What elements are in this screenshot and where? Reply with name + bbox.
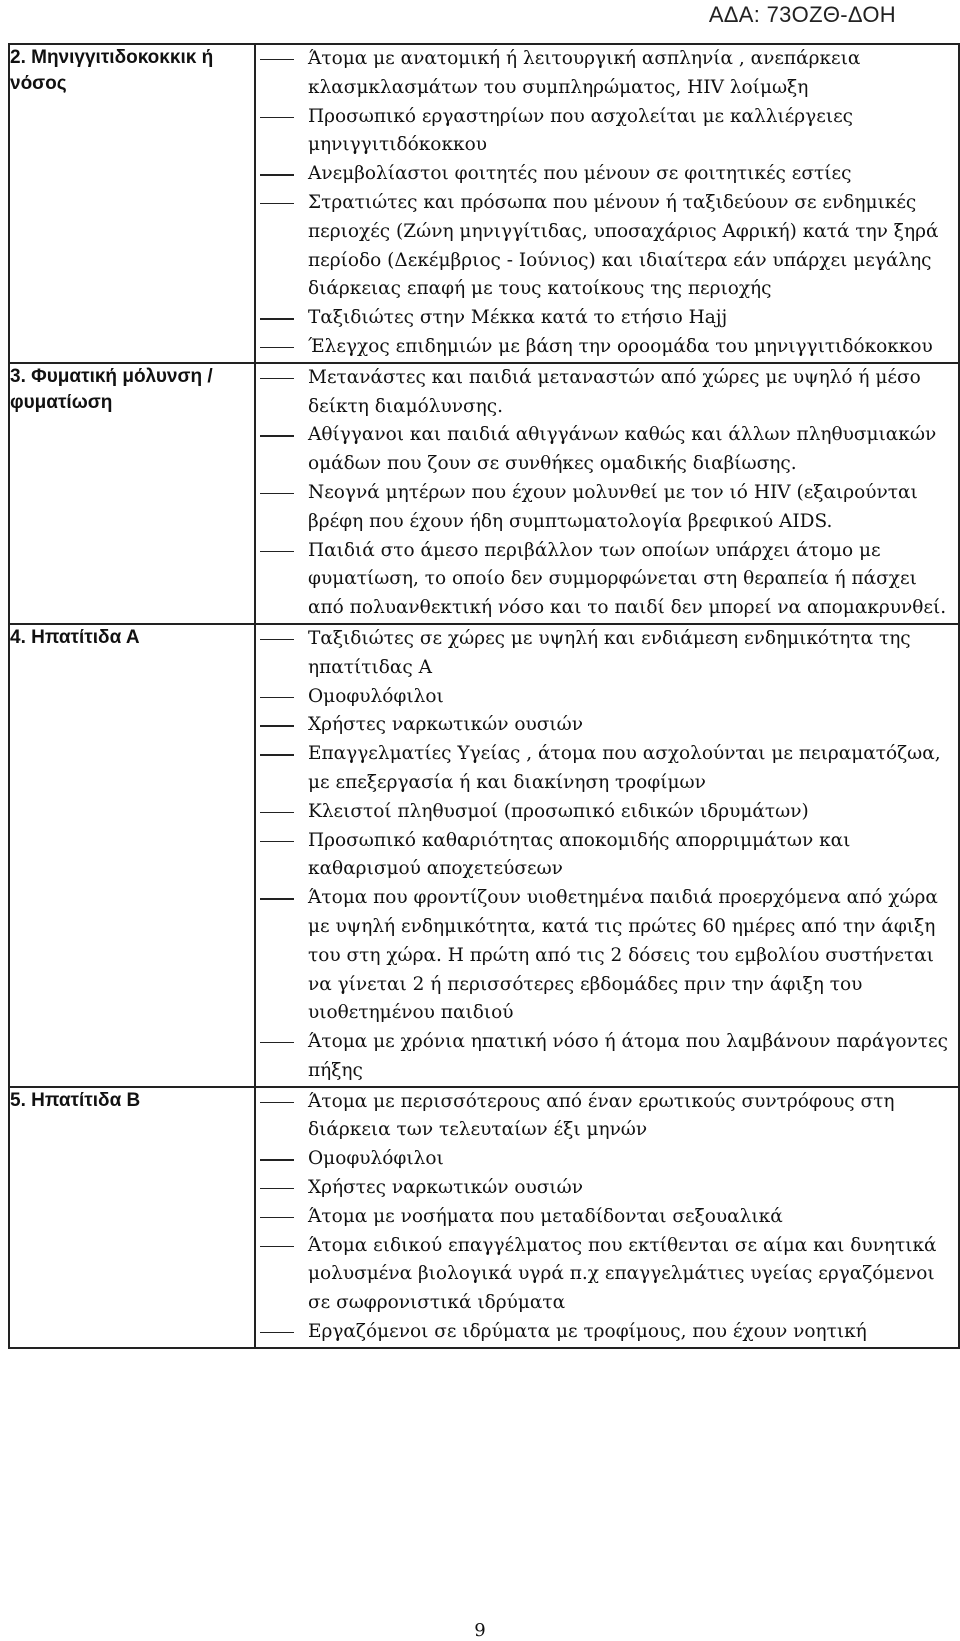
eligibility-table (8, 43, 960, 1349)
dash-bullet-icon (260, 754, 294, 755)
dash-bullet-icon (260, 203, 294, 204)
section-title: 4. Ηπατίτιδα Α (9, 624, 255, 1087)
dash-bullet-icon (260, 812, 294, 813)
list-item (256, 625, 958, 683)
list-item-text: Ανεμβολίαστοι φοιτητές που μένουν σε φοιτητικές εστίες (308, 163, 852, 185)
list-item-text: Άτομα με νοσήματα που μεταδίδονται σεξουαλικά (308, 1205, 783, 1227)
list-item-text: Ταξιδιώτες στην Μέκκα κατά το ετήσιο Hajj (308, 307, 728, 329)
list-item (256, 1203, 958, 1232)
list-item-text: Εργαζόμενοι σε ιδρύματα με τροφίμους, που έχουν νοητική (308, 1321, 867, 1343)
list-item (256, 479, 958, 537)
section-items (255, 44, 959, 363)
list-item (256, 1174, 958, 1203)
list-item-text: Άτομα με περισσότερους από έναν ερωτικούς συντρόφους στη διάρκεια των τελευταίων έξι μηνών (308, 1090, 895, 1141)
dash-bullet-icon (260, 898, 294, 899)
list-item-text: Άτομα που φροντίζουν υιοθετημένα παιδιά προερχόμενα από χώρα με υψηλή ενδημικότητα, κατά τις πρώτες 60 ημέρες από την άφιξη του στη χώρα. Η πρώτη από τις 2 δόσεις του εμβολίου συστήνεται να γίνεται 2 ή περισσότερες εβδομάδες πριν την άφιξη του υιοθετημένου παιδιού (308, 887, 938, 1024)
dash-bullet-icon (260, 697, 294, 698)
list-item (256, 1028, 958, 1086)
dash-bullet-icon (260, 551, 294, 552)
list-item-text: Ομοφυλόφιλοι (308, 1148, 444, 1170)
list-item-text: Μετανάστες και παιδιά μεταναστών από χώρες με υψηλό ή μέσο δείκτη διαμόλυνσης. (308, 366, 921, 417)
section-row (9, 44, 959, 363)
section-row (9, 363, 959, 624)
list-item (256, 333, 958, 362)
list-item-text: Ταξιδιώτες σε χώρες με υψηλή και ενδιάμεση ενδημικότητα της ηπατίτιδας Α (308, 627, 911, 678)
list-item (256, 45, 958, 103)
list-item (256, 711, 958, 740)
list-item (256, 1318, 958, 1347)
list-item-text: Παιδιά στο άμεσο περιβάλλον των οποίων υπάρχει άτομο με φυματίωση, το οποίο δεν συμμορφώνεται στη θεραπεία ή πάσχει από πολυανθεκτική νόσο και το παιδί δεν μπορεί να απομακρυνθεί. (308, 539, 947, 619)
list-item-text: Έλεγχος επιδημιών με βάση την οροομάδα του μηνιγγιτιδόκοκκου (308, 335, 933, 357)
list-item (256, 103, 958, 161)
list-item (256, 304, 958, 333)
dash-bullet-icon (260, 174, 294, 175)
page-number: 9 (474, 1620, 486, 1641)
dash-bullet-icon (260, 1042, 294, 1043)
list-item-text: Νεογνά μητέρων που έχουν μολυνθεί με τον ιό HIV (εξαιρούνται βρέφη που έχουν ήδη συμπτωματολογία βρεφικού AIDS. (308, 481, 918, 532)
dash-bullet-icon (260, 1332, 294, 1333)
list-item-text: Επαγγελματίες Υγείας , άτομα που ασχολούνται με πειραματόζωα, με επεξεργασία ή και διακίνηση τροφίμων (308, 743, 941, 793)
list-item (256, 884, 958, 1028)
list-item-text: Στρατιώτες και πρόσωπα που μένουν ή ταξιδεύουν σε ενδημικές περιοχές (Ζώνη μηνιγγίτιδας, υποσαχάριος Αφρική) κατά την ξηρά περίοδο (Δεκέμβριος - Ιούνιος) και ιδιαίτερα εάν υπάρχει μεγάλης διάρκειας επαφή με τους κατοίκους της περιοχής (308, 191, 939, 300)
dash-bullet-icon (260, 347, 294, 348)
section-row (9, 624, 959, 1087)
section-title: 3. Φυματική μόλυνση / φυματίωση (9, 363, 255, 624)
section-items (255, 624, 959, 1087)
list-item (256, 1088, 958, 1146)
list-item-text: Άτομα με χρόνια ηπατική νόσο ή άτομα που λαμβάνουν παράγοντες πήξης (308, 1031, 948, 1081)
dash-bullet-icon (260, 378, 294, 379)
list-item (256, 798, 958, 827)
dash-bullet-icon (260, 1217, 294, 1218)
list-item (256, 683, 958, 712)
list-item (256, 827, 958, 885)
list-item-text: Άτομα ειδικού επαγγέλματος που εκτίθενται σε αίμα και δυνητικά μολυσμένα βιολογικά υγρά π.χ επαγγελμάτιες υγείας εργαζόμενοι σε σωφρονιστικά ιδρύματα (308, 1234, 937, 1314)
list-item (256, 1145, 958, 1174)
list-item (256, 740, 958, 798)
list-item (256, 160, 958, 189)
dash-bullet-icon (260, 1188, 294, 1189)
dash-bullet-icon (260, 725, 294, 726)
ada-code: ΑΔΑ: 73ΟΖΘ-ΔΟΗ (708, 2, 896, 27)
list-item-text: Προσωπικό καθαριότητας αποκομιδής απορριμμάτων και καθαρισμού αποχετεύσεων (308, 829, 851, 880)
list-item-text: Χρήστες ναρκωτικών ουσιών (308, 714, 583, 736)
section-items (255, 1087, 959, 1348)
list-item-text: Κλειστοί πληθυσμοί (προσωπικό ειδικών ιδρυμάτων) (308, 800, 809, 822)
section-row (9, 1087, 959, 1348)
list-item (256, 537, 958, 623)
section-title: 2. Μηνιγγιτιδοκοκκικ ή νόσος (9, 44, 255, 363)
list-item (256, 1232, 958, 1318)
section-items (255, 363, 959, 624)
list-item-text: Αθίγγανοι και παιδιά αθιγγάνων καθώς και άλλων πληθυσμιακών ομάδων που ζουν σε συνθήκες ομαδικής διαβίωσης. (308, 424, 937, 475)
dash-bullet-icon (260, 493, 294, 494)
list-item-text: Προσωπικό εργαστηρίων που ασχολείται με καλλιέργειες μηνιγγιτιδόκοκκου (308, 105, 854, 156)
section-title: 5. Ηπατίτιδα Β (9, 1087, 255, 1348)
dash-bullet-icon (260, 841, 294, 842)
dash-bullet-icon (260, 117, 294, 118)
list-item (256, 421, 958, 479)
dash-bullet-icon (260, 1159, 294, 1160)
dash-bullet-icon (260, 639, 294, 640)
list-item-text: Άτομα με ανατομική ή λειτουργική ασπληνία , ανεπάρκεια κλασμκλασμάτων του συμπληρώματος, HIV λοίμωξη (308, 48, 861, 98)
dash-bullet-icon (260, 59, 294, 60)
list-item-text: Χρήστες ναρκωτικών ουσιών (308, 1177, 583, 1199)
dash-bullet-icon (260, 1246, 294, 1247)
list-item (256, 189, 958, 304)
dash-bullet-icon (260, 318, 294, 319)
list-item-text: Ομοφυλόφιλοι (308, 685, 444, 707)
list-item (256, 364, 958, 422)
dash-bullet-icon (260, 435, 294, 436)
dash-bullet-icon (260, 1102, 294, 1103)
